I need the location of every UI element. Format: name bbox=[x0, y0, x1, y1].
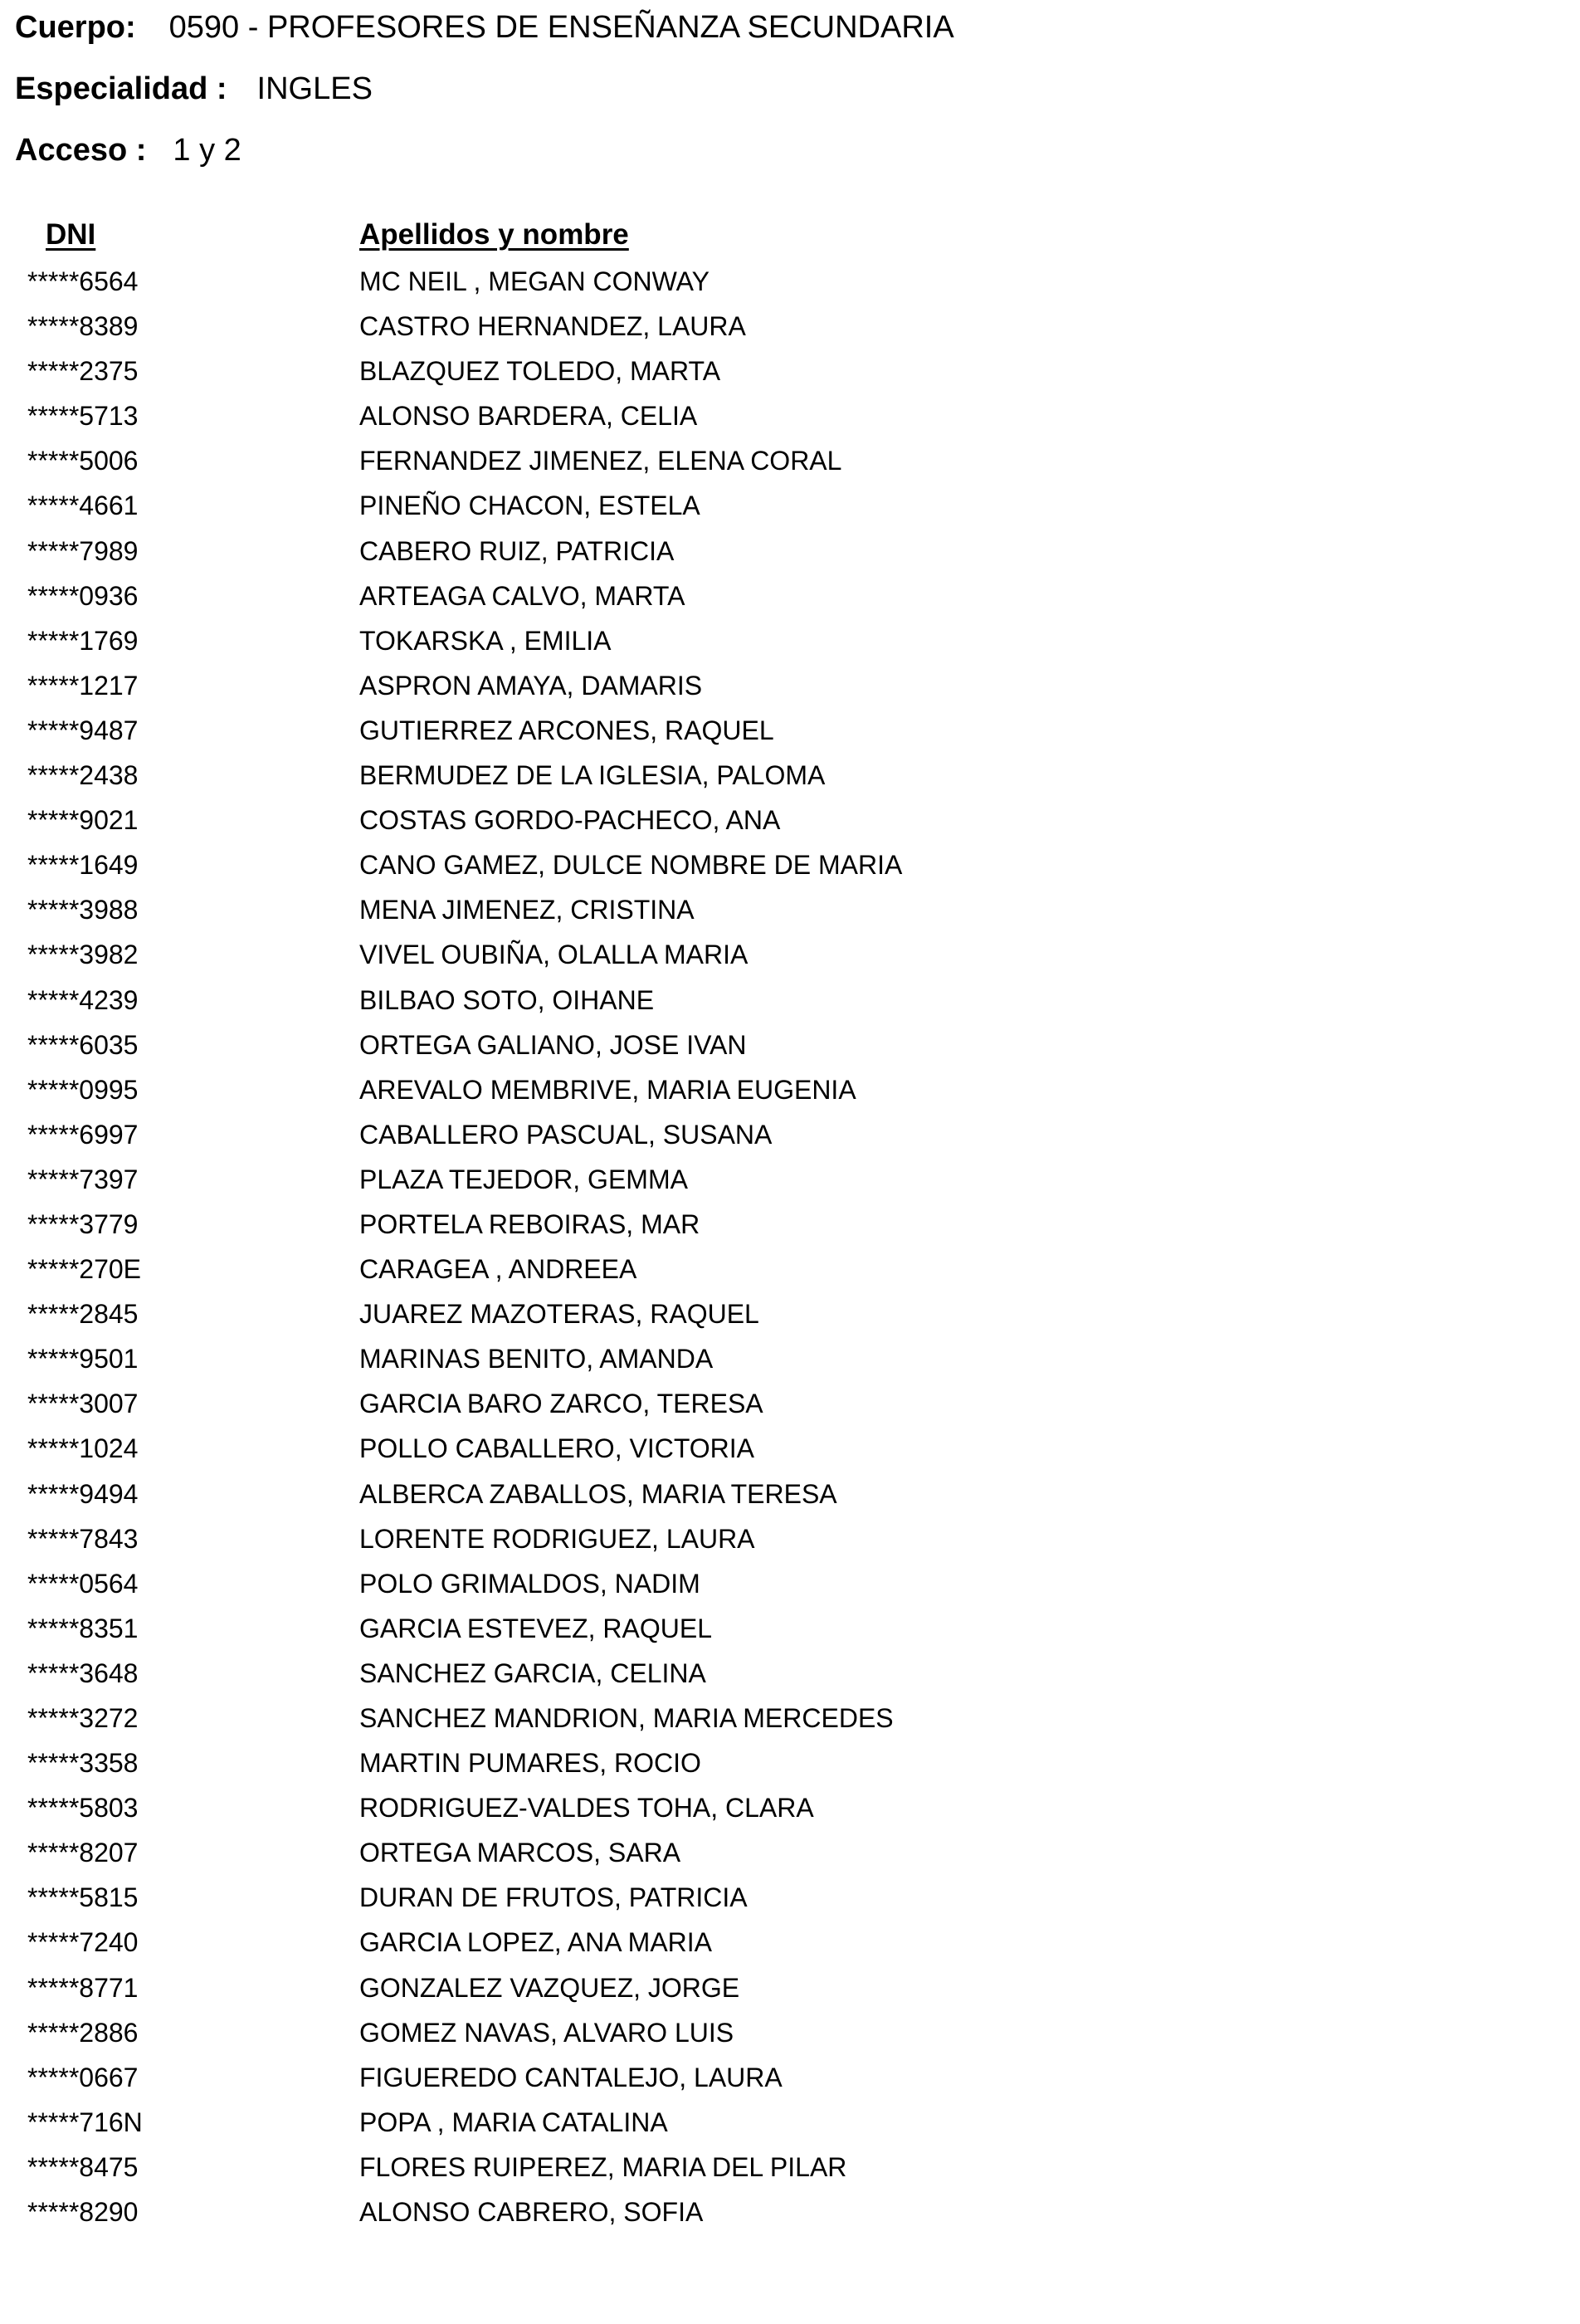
table-row bbox=[0, 529, 1580, 574]
dni-cell: *****7397 bbox=[27, 1164, 139, 1194]
dni-cell: *****8290 bbox=[27, 2197, 139, 2228]
table-row bbox=[0, 978, 1580, 1023]
dni-cell: *****2438 bbox=[27, 760, 139, 791]
dni-cell: *****3982 bbox=[27, 940, 139, 970]
dni-cell: *****0564 bbox=[27, 1568, 139, 1599]
column-header-name: Apellidos y nombre bbox=[359, 218, 629, 251]
table-row bbox=[0, 618, 1580, 663]
cuerpo-header bbox=[15, 2, 954, 52]
name-cell: SANCHEZ GARCIA, CELINA bbox=[359, 1658, 706, 1688]
name-cell: SANCHEZ MANDRION, MARIA MERCEDES bbox=[359, 1703, 894, 1733]
name-cell: PINEÑO CHACON, ESTELA bbox=[359, 491, 700, 521]
dni-cell: *****1769 bbox=[27, 625, 139, 656]
name-cell: GOMEZ NAVAS, ALVARO LUIS bbox=[359, 2017, 734, 2048]
name-cell: CABALLERO PASCUAL, SUSANA bbox=[359, 1119, 773, 1150]
table-row bbox=[0, 1472, 1580, 1516]
dni-cell: *****5006 bbox=[27, 446, 139, 476]
dni-cell: *****3272 bbox=[27, 1703, 139, 1733]
table-row bbox=[0, 1696, 1580, 1741]
name-cell: GARCIA LOPEZ, ANA MARIA bbox=[359, 1927, 713, 1958]
name-cell: JUAREZ MAZOTERAS, RAQUEL bbox=[359, 1299, 759, 1330]
dni-cell: *****3007 bbox=[27, 1389, 139, 1419]
table-row bbox=[0, 798, 1580, 842]
name-cell: MENA JIMENEZ, CRISTINA bbox=[359, 895, 695, 925]
table-row bbox=[0, 1023, 1580, 1067]
dni-cell: *****8771 bbox=[27, 1972, 139, 2003]
dni-cell: *****3988 bbox=[27, 895, 139, 925]
dni-cell: *****3779 bbox=[27, 1208, 139, 1239]
table-row bbox=[0, 2010, 1580, 2055]
dni-cell: *****8351 bbox=[27, 1613, 139, 1643]
dni-cell: *****0995 bbox=[27, 1074, 139, 1105]
name-cell: DURAN DE FRUTOS, PATRICIA bbox=[359, 1882, 748, 1913]
dni-cell: *****7843 bbox=[27, 1523, 139, 1554]
dni-cell: *****3358 bbox=[27, 1748, 139, 1779]
dni-cell: *****9487 bbox=[27, 715, 139, 745]
name-cell: GONZALEZ VAZQUEZ, JORGE bbox=[359, 1972, 740, 2003]
table-row bbox=[0, 1516, 1580, 1561]
table-row bbox=[0, 1920, 1580, 1965]
name-cell: AREVALO MEMBRIVE, MARIA EUGENIA bbox=[359, 1074, 856, 1105]
name-cell: POPA , MARIA CATALINA bbox=[359, 2107, 668, 2137]
dni-cell: *****9494 bbox=[27, 1478, 139, 1509]
name-cell: PORTELA REBOIRAS, MAR bbox=[359, 1208, 700, 1239]
name-cell: FIGUEREDO CANTALEJO, LAURA bbox=[359, 2062, 783, 2092]
name-cell: VIVEL OUBIÑA, OLALLA MARIA bbox=[359, 940, 749, 970]
dni-cell: *****2375 bbox=[27, 356, 139, 387]
table-row bbox=[0, 1785, 1580, 1830]
table-row bbox=[0, 574, 1580, 618]
dni-cell: *****8207 bbox=[27, 1838, 139, 1868]
table-row bbox=[0, 483, 1580, 528]
table-row bbox=[0, 1426, 1580, 1471]
table-row bbox=[0, 663, 1580, 708]
name-cell: ALONSO CABRERO, SOFIA bbox=[359, 2197, 704, 2228]
name-cell: ORTEGA MARCOS, SARA bbox=[359, 1838, 681, 1868]
table-row bbox=[0, 932, 1580, 977]
dni-cell: *****4239 bbox=[27, 984, 139, 1015]
dni-cell: *****9501 bbox=[27, 1344, 139, 1374]
dni-cell: *****2845 bbox=[27, 1299, 139, 1330]
table-row bbox=[0, 1741, 1580, 1785]
name-cell: CARAGEA , ANDREEA bbox=[359, 1254, 637, 1285]
dni-cell: *****4661 bbox=[27, 491, 139, 521]
dni-cell: *****5815 bbox=[27, 1882, 139, 1913]
name-cell: POLO GRIMALDOS, NADIM bbox=[359, 1568, 700, 1599]
name-cell: ASPRON AMAYA, DAMARIS bbox=[359, 670, 703, 701]
dni-cell: *****1649 bbox=[27, 850, 139, 881]
table-row bbox=[0, 1247, 1580, 1291]
name-cell: GARCIA ESTEVEZ, RAQUEL bbox=[359, 1613, 712, 1643]
name-cell: BLAZQUEZ TOLEDO, MARTA bbox=[359, 356, 721, 387]
name-cell: ORTEGA GALIANO, JOSE IVAN bbox=[359, 1029, 747, 1060]
name-cell: PLAZA TEJEDOR, GEMMA bbox=[359, 1164, 688, 1194]
name-cell: GUTIERREZ ARCONES, RAQUEL bbox=[359, 715, 774, 745]
name-cell: MC NEIL , MEGAN CONWAY bbox=[359, 266, 710, 296]
table-row bbox=[0, 1830, 1580, 1875]
table-row bbox=[0, 753, 1580, 798]
dni-cell: *****716N bbox=[27, 2107, 143, 2137]
dni-cell: *****5713 bbox=[27, 401, 139, 432]
table-row bbox=[0, 1202, 1580, 1247]
name-cell: ARTEAGA CALVO, MARTA bbox=[359, 580, 685, 611]
table-row bbox=[0, 1561, 1580, 1606]
name-cell: LORENTE RODRIGUEZ, LAURA bbox=[359, 1523, 755, 1554]
dni-cell: *****6997 bbox=[27, 1119, 139, 1150]
column-header-dni: DNI bbox=[46, 218, 96, 251]
dni-cell: *****2886 bbox=[27, 2017, 139, 2048]
name-cell: CASTRO HERNANDEZ, LAURA bbox=[359, 311, 746, 342]
table-row bbox=[0, 708, 1580, 753]
name-cell: BERMUDEZ DE LA IGLESIA, PALOMA bbox=[359, 760, 826, 791]
dni-cell: *****0667 bbox=[27, 2062, 139, 2092]
table-row bbox=[0, 1291, 1580, 1336]
table-row bbox=[0, 1651, 1580, 1696]
table-row bbox=[0, 2190, 1580, 2234]
table-row bbox=[0, 2055, 1580, 2100]
table-row bbox=[0, 349, 1580, 393]
table-row bbox=[0, 842, 1580, 887]
table-row bbox=[0, 2100, 1580, 2145]
name-cell: COSTAS GORDO-PACHECO, ANA bbox=[359, 805, 781, 836]
table-row bbox=[0, 1067, 1580, 1112]
acceso-label: Acceso : bbox=[15, 133, 147, 168]
name-cell: CANO GAMEZ, DULCE NOMBRE DE MARIA bbox=[359, 850, 903, 881]
table-row bbox=[0, 438, 1580, 483]
name-cell: CABERO RUIZ, PATRICIA bbox=[359, 535, 675, 566]
dni-cell: *****7240 bbox=[27, 1927, 139, 1958]
candidate-list bbox=[0, 259, 1580, 2234]
table-row bbox=[0, 1965, 1580, 2010]
name-cell: MARTIN PUMARES, ROCIO bbox=[359, 1748, 701, 1779]
name-cell: TOKARSKA , EMILIA bbox=[359, 625, 612, 656]
table-row bbox=[0, 1157, 1580, 1202]
table-row bbox=[0, 1112, 1580, 1157]
cuerpo-value: 0590 - PROFESORES DE ENSEÑANZA SECUNDARIA bbox=[168, 10, 954, 45]
dni-cell: *****8389 bbox=[27, 311, 139, 342]
dni-cell: *****7989 bbox=[27, 535, 139, 566]
dni-cell: *****3648 bbox=[27, 1658, 139, 1688]
table-row bbox=[0, 304, 1580, 349]
table-row bbox=[0, 2145, 1580, 2190]
dni-cell: *****9021 bbox=[27, 805, 139, 836]
dni-cell: *****1024 bbox=[27, 1433, 139, 1464]
especialidad-label: Especialidad : bbox=[15, 71, 227, 106]
cuerpo-label: Cuerpo: bbox=[15, 10, 136, 45]
dni-cell: *****1217 bbox=[27, 670, 139, 701]
dni-cell: *****6035 bbox=[27, 1029, 139, 1060]
dni-cell: *****0936 bbox=[27, 580, 139, 611]
name-cell: RODRIGUEZ-VALDES TOHA, CLARA bbox=[359, 1793, 814, 1824]
dni-cell: *****270E bbox=[27, 1254, 141, 1285]
acceso-value: 1 y 2 bbox=[173, 133, 241, 168]
especialidad-header bbox=[15, 64, 373, 114]
table-row bbox=[0, 259, 1580, 304]
table-row bbox=[0, 393, 1580, 438]
name-cell: BILBAO SOTO, OIHANE bbox=[359, 984, 655, 1015]
dni-cell: *****5803 bbox=[27, 1793, 139, 1824]
name-cell: POLLO CABALLERO, VICTORIA bbox=[359, 1433, 755, 1464]
dni-cell: *****8475 bbox=[27, 2151, 139, 2182]
name-cell: ALONSO BARDERA, CELIA bbox=[359, 401, 698, 432]
table-row bbox=[0, 1381, 1580, 1426]
name-cell: FERNANDEZ JIMENEZ, ELENA CORAL bbox=[359, 446, 842, 476]
name-cell: FLORES RUIPEREZ, MARIA DEL PILAR bbox=[359, 2151, 847, 2182]
name-cell: GARCIA BARO ZARCO, TERESA bbox=[359, 1389, 763, 1419]
table-row bbox=[0, 1875, 1580, 1920]
name-cell: ALBERCA ZABALLOS, MARIA TERESA bbox=[359, 1478, 837, 1509]
dni-cell: *****6564 bbox=[27, 266, 139, 296]
table-row bbox=[0, 887, 1580, 932]
table-row bbox=[0, 1606, 1580, 1651]
especialidad-value: INGLES bbox=[256, 71, 373, 106]
name-cell: MARINAS BENITO, AMANDA bbox=[359, 1344, 714, 1374]
table-row bbox=[0, 1336, 1580, 1381]
acceso-header bbox=[15, 125, 241, 175]
